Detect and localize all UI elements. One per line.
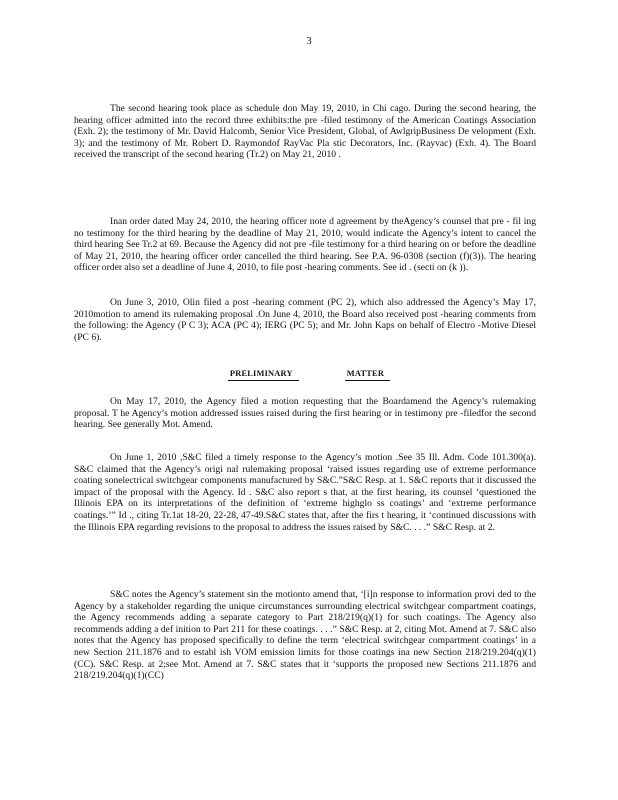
paragraph-sc-response: On June 1, 2010 ,S&C filed a timely response to the Agency’s motion .See 35 Ill. Adm. Code 101.300(a). S&C claimed that the Agency’s origi nal rulemaking proposal ‘raised issues regarding use of extreme performance coating sonelectrical switchgear components manufactured by S&C.”S&C Resp. at 1. S&C reports that it discussed the impact of the proposal with the Agency. Id . S&C also report s that, at the first hearing, its counsel ‘questioned the Illinois EPA on its interpretations of the definition of ‘extreme highglo ss coatings’ and ‘extreme performance coatings.’” Id ., citing Tr.1at 18-20, 22-28, 47-49.S&C states that, after the firs t hearing, it ‘continued discussions with the Illinois EPA regarding revisions to the proposal to address the issues raised by S&C. . . .” S&C Resp. at 2. (74, 452, 536, 533)
section-heading (0, 368, 618, 381)
page-number: 3 (306, 36, 312, 47)
paragraph-post-hearing-comments: On June 3, 2010, Olin filed a post -hearing comment (PC 2), which also addressed the Agency’s May 17, 2010motion to amend its rulemaking proposal .On June 4, 2010, the Board also received post -hearing comments from the following: the Agency (P C 3); ACA (PC 4); IERG (PC 5); and Mr. John Kaps on behalf of Electro -Motive Diesel (PC 6). (74, 297, 536, 343)
paragraph-sc-notes: S&C notes the Agency’s statement sin the motionto amend that, ‘[i]n response to information provi ded to the Agency by a stakeholder regarding the unique circumstances surrounding electrical switchgear compartment coatings, the Agency recommends adding a separate category to Part 218/219(q)(1) for such coatings. The Agency also recommends adding a def inition to Part 211 for these coatings. . . .” S&C Resp. at 2, citing Mot. Amend at 7. S&C also notes that the Agency has proposed specifically to define the term ‘electrical switchgear compartment coatings’ in a new Section 211.1876 and to establ ish VOM emission limits for those coatings ina new Section 218/219.204(q)(1)(CC). S&C Resp. at 2;see Mot. Amend at 7. S&C states that it ‘supports the proposed new Sections 211.1876 and 218/219.204(q)(1)(CC) (74, 589, 536, 682)
heading-word-preliminary: PRELIMINARY (228, 368, 299, 381)
paragraph-motion-to-amend: On May 17, 2010, the Agency filed a motion requesting that the Boardamend the Agency’s rulemaking proposal. T he Agency’s motion addressed issues raised during the first hearing or in testimony pre -filedfor the second hearing. See generally Mot. Amend. (74, 396, 536, 431)
paragraph-hearing-order: Inan order dated May 24, 2010, the hearing officer note d agreement by theAgency’s counsel that pre - fil ing no testimony for the third hearing by the deadline of May 21, 2010, would indicate the Agency’s intent to cancel the third hearing See Tr.2 at 69. Because the Agency did not pre -file testimony for a third hearing on or before the deadline of May 21, 2010, the hearing officer order cancelled the third hearing. See P.A. 96-0308 (section (f)(3)). The hearing officer order also set a deadline of June 4, 2010, to file post -hearing comments. See id . (secti on (k )). (74, 216, 536, 274)
heading-word-matter: MATTER (345, 368, 390, 381)
paragraph-second-hearing: The second hearing took place as schedule don May 19, 2010, in Chi cago. During the second hearing, the hearing officer admitted into the record three exhibits:the pre -filed testimony of the American Coatings Association (Exh. 2); the testimony of Mr. David Halcomb, Senior Vice President, Global, of AwlgripBusiness De velopment (Exh. 3); and the testimony of Mr. Robert D. Raymondof RayVac Pla stic Decorators, Inc. (Rayvac) (Exh. 4). The Board received the transcript of the second hearing (Tr.2) on May 21, 2010 . (74, 103, 536, 161)
